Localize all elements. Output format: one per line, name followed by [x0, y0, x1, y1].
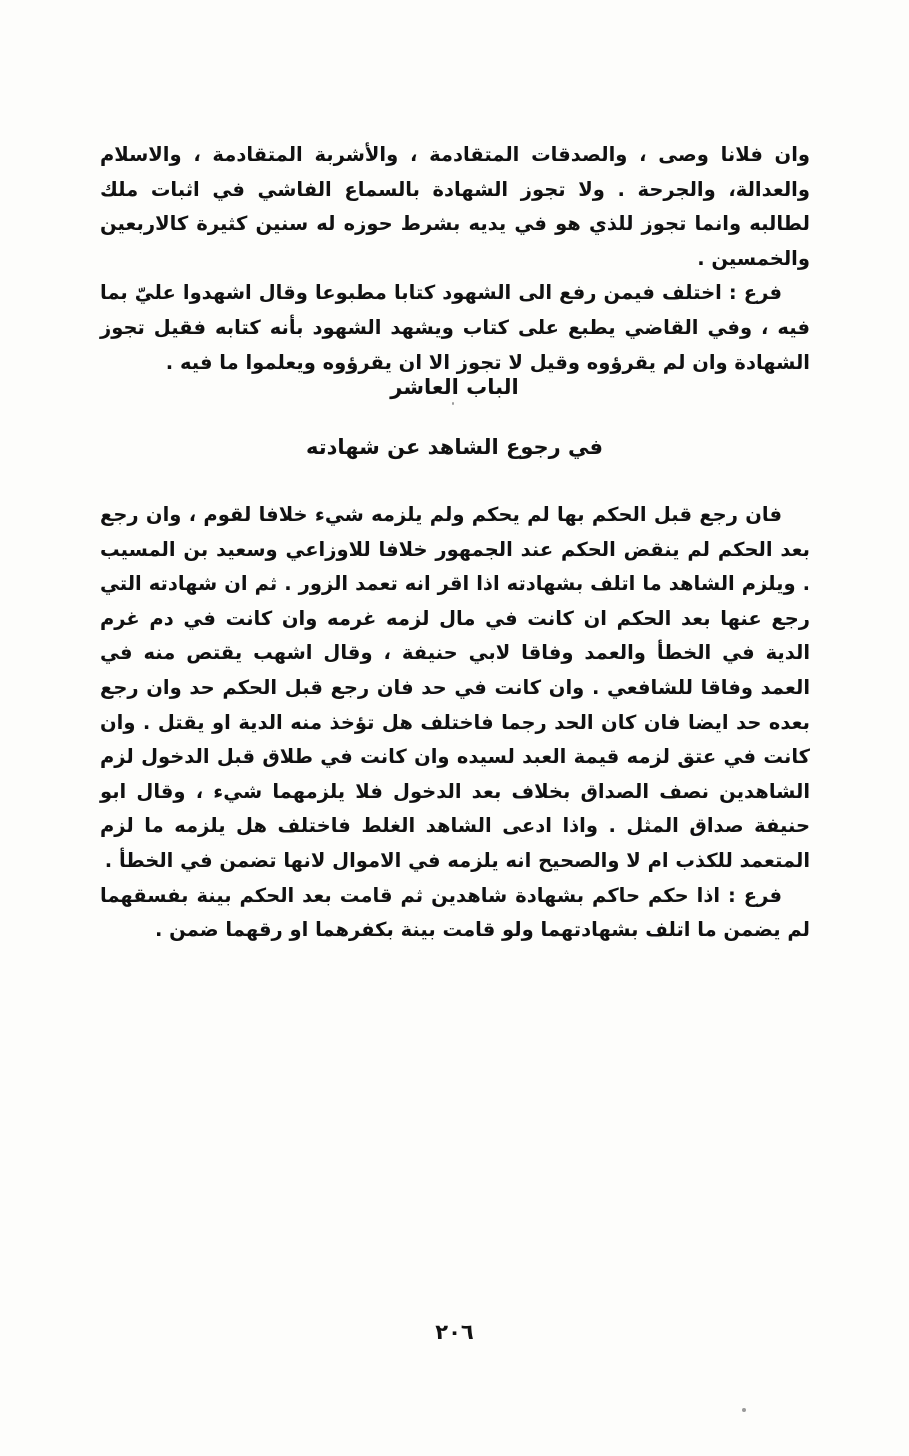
chapter-title: في رجوع الشاهد عن شهادته	[305, 435, 604, 459]
chapter-heading: الباب العاشر	[390, 375, 519, 399]
top-paragraph-2: فرع : اختلف فيمن رفع الى الشهود كتابا مطبوعا وقال اشهدوا عليّ بما فيه ، وفي القاضي يطبع على كتاب ويشهد الشهود بأنه كتابه فقيل تجوز الشهادة وان لم يقرؤوه وقيل لا تجوز الا ان يقرؤوه ويعلموا ما فيه .	[100, 281, 810, 374]
main-paragraph-1: فان رجع قبل الحكم بها لم يحكم ولم يلزمه شيء خلافا لقوم ، وان رجع بعد الحكم لم ينقض الحكم عند الجمهور خلافا للاوزاعي وسعيد بن المسيب . ويلزم الشاهد ما اتلف بشهادته اذا اقر انه تعمد الزور . ثم ان شهادته التي رجع عنها بعد الحكم ان كانت في مال لزمه غرمه وان كانت في دم غرم الدية في الخطأ والعمد وفاقا لابي حنيفة ، وقال اشهب يقتص منه في العمد وفاقا للشافعي . وان كانت في حد فان رجع قبل الحكم حد وان رجع بعده حد ايضا فان كان الحد رجما فاختلف هل تؤخذ منه الدية او يقتل . وان كانت في عتق لزمه قيمة العبد لسيده وان كانت في طلاق قبل الدخول لزم الشاهدين نصف الصداق بخلاف بعد الدخول فلا يلزمهما شيء ، وقال ابو حنيفة صداق المثل . واذا ادعى الشاهد الغلط فاختلف هل يلزمه ما لزم المتعمد للكذب ام لا والصحيح انه يلزمه في الاموال لانها تضمن في الخطأ .	[100, 503, 810, 872]
top-paragraph-1: وان فلانا وصى ، والصدقات المتقادمة ، والأشربة المتقادمة ، والاسلام والعدالة، والجرحة . ولا تجوز الشهادة بالسماع الفاشي في اثبات ملك لطالبه وانما تجوز للذي هو في يديه بشرط حوزه له سنين كثيرة كالاربعين والخمسين .	[100, 143, 810, 270]
top-text-block	[100, 138, 810, 380]
scan-speck	[452, 402, 454, 405]
scan-speck	[742, 1408, 746, 1412]
main-paragraph-2: فرع : اذا حكم حاكم بشهادة شاهدين ثم قامت بعد الحكم بينة بفسقهما لم يضمن ما اتلف بشهادتهما ولو قامت بينة بكفرهما او رقهما ضمن .	[100, 883, 810, 942]
main-text-block	[100, 498, 810, 948]
page-number: ٢٠٦	[435, 1320, 474, 1344]
